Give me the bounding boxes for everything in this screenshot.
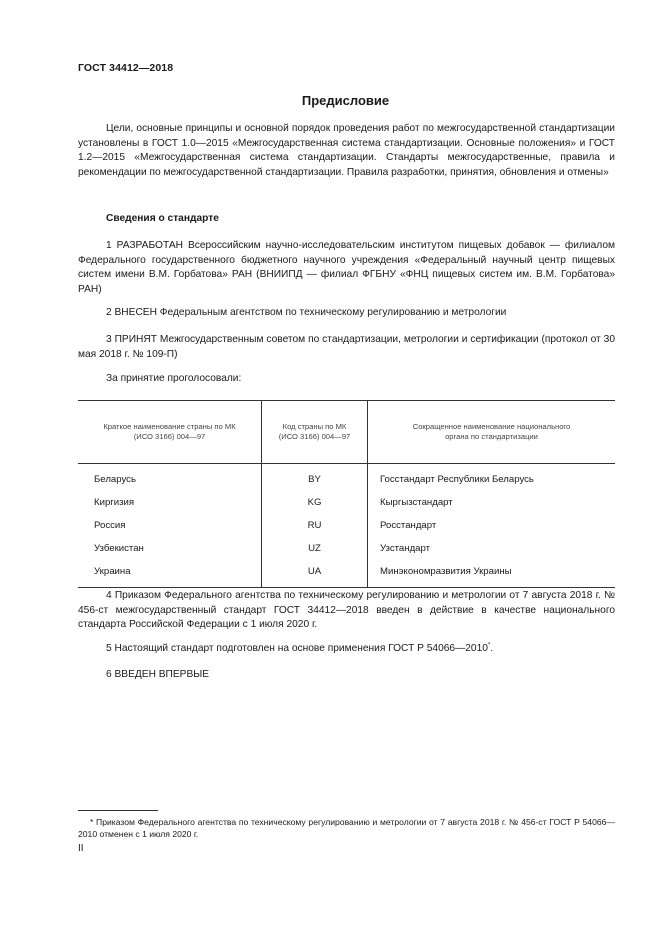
table-row [78, 491, 615, 514]
cell-body: Кыргызстандарт [380, 497, 453, 508]
cell-country: Беларусь [94, 474, 136, 485]
cell-body: Госстандарт Республики Беларусь [380, 474, 534, 485]
section-heading: Сведения о стандарте [106, 213, 219, 224]
cell-code: UZ [262, 537, 368, 560]
cell-code: RU [262, 514, 368, 537]
footnote-text: * Приказом Федерального агентства по техническому регулированию и метрологии от 7 августа 2018 г. № 456-ст ГОСТ Р 54066—2010 отменен с 1 июля 2020 г. [78, 817, 615, 839]
intro-paragraph: Цели, основные принципы и основной порядок проведения работ по межгосударственной стандартизации установлены в ГОСТ 1.0—2015 «Межгосударственная система стандартизации. Основные положения» и ГОСТ 1.2—2015 «Межгосударственная система стандартизации. Стандарты межгосударственные, правила и рекомендации по межгосударственной стандартизации. Правила разработки, принятия, обновления и отмены» [78, 123, 615, 178]
table-row [78, 464, 615, 492]
item-effective: 4 Приказом Федерального агентства по техническому регулированию и метрологии от 7 августа 2018 г. № 456-ст межгосударственный стандарт ГОСТ 34412—2018 введен в действие в качестве национального стандарта Российской Федерации с 1 июля 2020 г. [78, 590, 615, 631]
header-body: Сокращенное наименование национального органа по стандартизации [368, 401, 616, 464]
header-code: Код страны по МК (ИСО 3166) 004—97 [262, 401, 368, 464]
cell-code: UA [262, 560, 368, 588]
header-country: Краткое наименование страны по МК (ИСО 3166) 004—97 [78, 401, 262, 464]
table-row [78, 514, 615, 537]
item-adopted: 3 ПРИНЯТ Межгосударственным советом по стандартизации, метрологии и сертификации (протокол от 30 мая 2018 г. № 109-П) [78, 334, 615, 360]
page-title: Предисловие [301, 93, 390, 108]
cell-body: Узстандарт [380, 543, 431, 554]
footnote-mark: * [487, 642, 491, 649]
cell-country: Россия [94, 520, 126, 531]
cell-code: KG [262, 491, 368, 514]
item-based-on-text: 5 Настоящий стандарт подготовлен на основе применения ГОСТ Р 54066—2010 [106, 643, 488, 654]
cell-code: BY [262, 464, 368, 492]
item-introduced: 2 ВНЕСЕН Федеральным агентством по техническому регулированию и метрологии [106, 307, 507, 318]
cell-country: Узбекистан [94, 543, 144, 554]
table-row [78, 560, 615, 588]
cell-body: Росстандарт [380, 520, 437, 531]
item-first-time: 6 ВВЕДЕН ВПЕРВЫЕ [106, 669, 210, 680]
cell-country: Киргизия [94, 497, 135, 508]
cell-body: Минэкономразвития Украины [368, 560, 616, 588]
voting-table [78, 400, 615, 588]
page-number: II [78, 843, 84, 854]
footnote-divider [78, 810, 158, 811]
item-developed: 1 РАЗРАБОТАН Всероссийским научно-исследовательским институтом пищевых добавок — филиалом Федерального государственного бюджетного научного учреждения «Федеральный научный центр пищевых систем имени В.М. Горбатова» РАН (ВНИИПД — филиал ФГБНУ «ФНЦ пищевых систем им. В.М. Горбатова» РАН) [78, 240, 615, 295]
vote-label: За принятие проголосовали: [106, 373, 242, 384]
table-row [78, 537, 615, 560]
item-based-on: 5 Настоящий стандарт подготовлен на основе применения ГОСТ Р 54066—2010*. [106, 642, 494, 654]
document-code-header: ГОСТ 34412—2018 [78, 62, 174, 74]
table-header-row [78, 401, 615, 464]
cell-country: Украина [78, 560, 262, 588]
